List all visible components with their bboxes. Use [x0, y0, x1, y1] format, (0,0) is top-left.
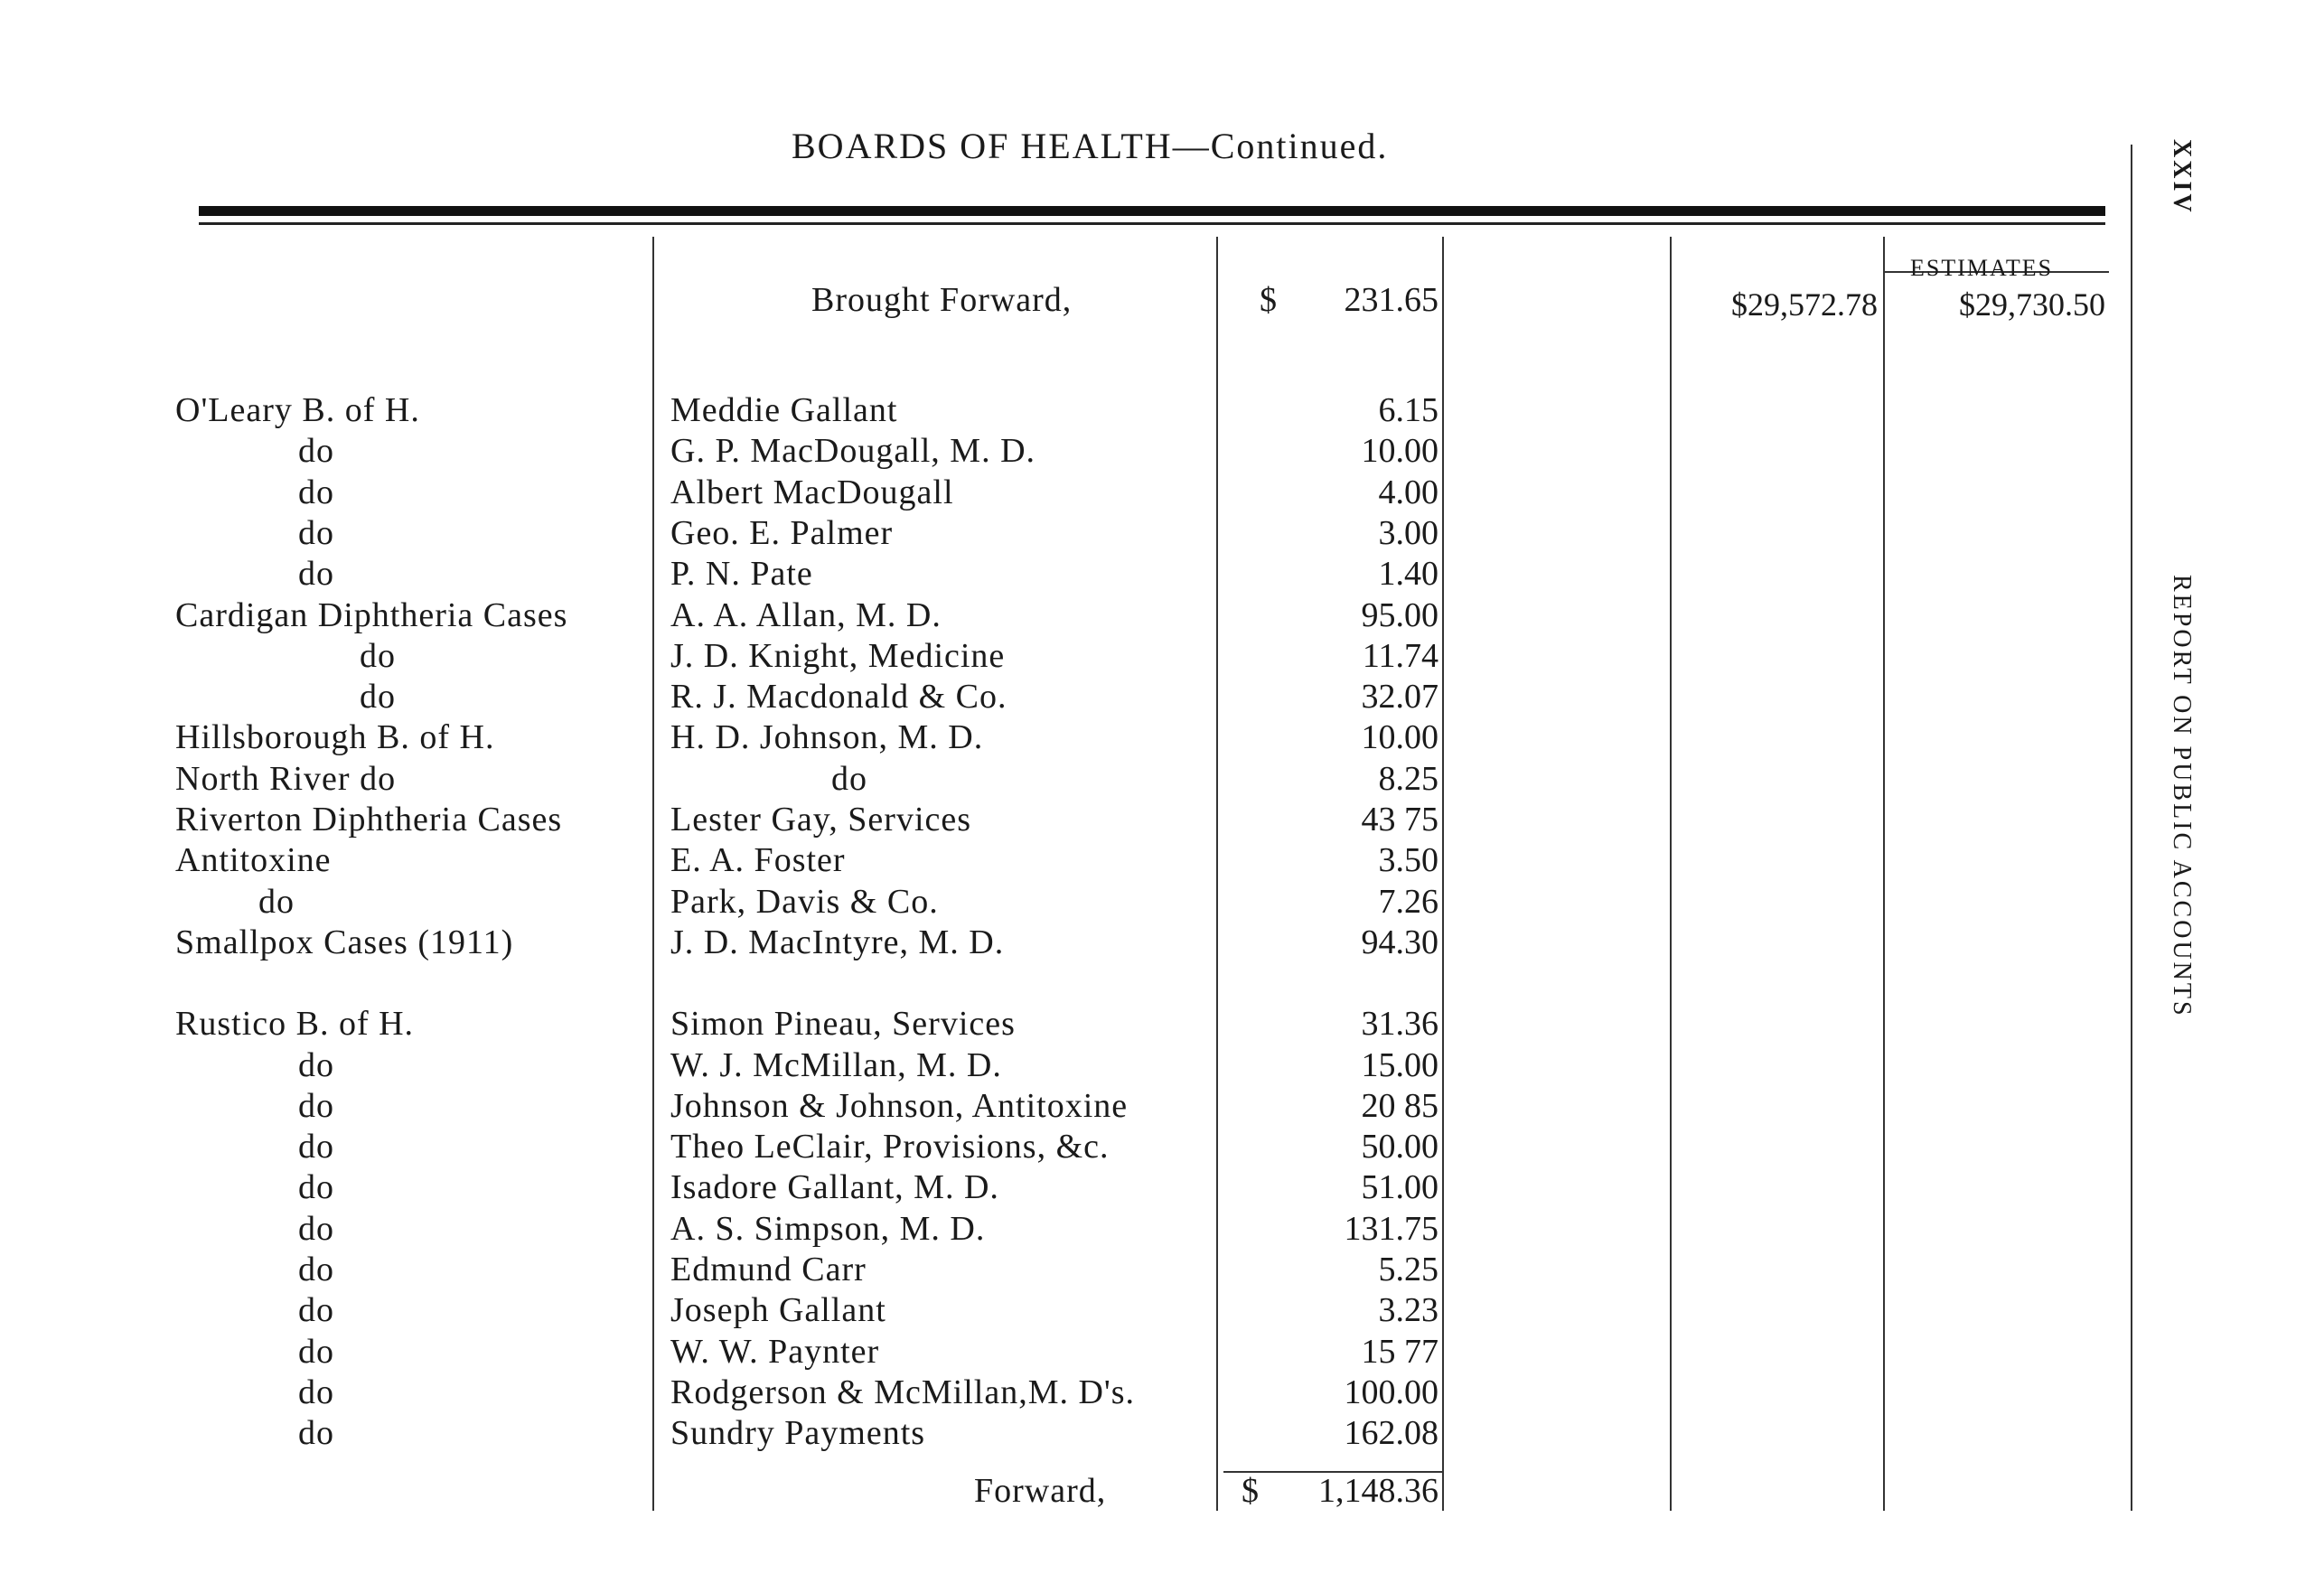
entry-amount: 3.50 [1378, 841, 1438, 880]
brought-forward-column-total: $29,572.78 [1731, 286, 1878, 323]
entry-board: North River do [175, 759, 397, 798]
entry-board: O'Leary B. of H. [175, 391, 420, 429]
entry-payee: R. J. Macdonald & Co. [670, 678, 1007, 717]
entry-board: do [298, 1045, 334, 1084]
entry-board: Antitoxine [175, 841, 332, 880]
entry-board: do [298, 1332, 334, 1371]
running-head: REPORT ON PUBLIC ACCOUNTS [2168, 575, 2196, 1018]
entry-board: do [298, 1251, 334, 1288]
entry-payee: W. W. Paynter [670, 1332, 880, 1371]
entry-amount: 94.30 [1361, 923, 1438, 961]
entry-board: do [298, 1209, 334, 1248]
entry-payee: Sundry Payments [670, 1414, 926, 1453]
entry-board: do [298, 513, 334, 552]
header-rule-thick [199, 206, 2105, 216]
entry-payee: J. D. MacIntyre, M. D. [670, 923, 1005, 961]
entry-amount: 5.25 [1378, 1251, 1438, 1288]
entry-payee: Johnson & Johnson, Antitoxine [670, 1086, 1129, 1125]
entry-payee: H. D. Johnson, M. D. [670, 718, 984, 757]
entry-amount: 6.15 [1378, 391, 1438, 429]
entry-payee: P. N. Pate [670, 555, 813, 594]
entry-amount: 20 85 [1361, 1086, 1438, 1125]
page-title: BOARDS OF HEALTH—Continued. [792, 126, 1389, 166]
column-divider-estimates [1883, 237, 1885, 1511]
entry-amount: 31.36 [1361, 1005, 1438, 1044]
entry-board: do [298, 1168, 334, 1207]
entry-payee: J. D. Knight, Medicine [670, 636, 1006, 675]
entry-board: Smallpox Cases (1911) [175, 923, 514, 961]
entry-board: Hillsborough B. of H. [175, 718, 495, 757]
column-divider-blank [1670, 237, 1672, 1511]
entry-amount: 15.00 [1361, 1045, 1438, 1084]
entry-amount: 51.00 [1361, 1168, 1438, 1207]
entry-board: do [298, 432, 334, 471]
entry-payee: Lester Gay, Services [670, 801, 972, 839]
entry-amount: 162.08 [1344, 1414, 1438, 1453]
brought-forward-dollar: $ [1260, 281, 1278, 319]
entry-amount: 1.40 [1378, 555, 1438, 594]
entry-payee: Geo. E. Palmer [670, 513, 894, 552]
entry-amount: 10.00 [1361, 718, 1438, 757]
entry-board: do [298, 473, 334, 511]
entry-board: do [360, 678, 396, 717]
entry-payee: A. S. Simpson, M. D. [670, 1209, 986, 1248]
column-divider-amount-left [1216, 237, 1218, 1511]
entry-amount: 7.26 [1378, 882, 1438, 921]
entry-payee: W. J. McMillan, M. D. [670, 1045, 1002, 1084]
estimates-amount: $29,730.50 [1959, 286, 2105, 323]
entry-payee: E. A. Foster [670, 841, 846, 880]
entry-amount: 8.25 [1378, 759, 1438, 798]
entry-payee: Rodgerson & McMillan,M. D's. [670, 1373, 1136, 1411]
entry-board: Rustico B. of H. [175, 1005, 415, 1044]
entry-board: do [298, 1086, 334, 1125]
entry-payee: Albert MacDougall [670, 473, 954, 511]
entry-board: do [360, 636, 396, 675]
entry-amount: 3.00 [1378, 513, 1438, 552]
entry-board: do [298, 1128, 334, 1166]
entry-payee: Edmund Carr [670, 1251, 867, 1288]
entry-board: do [298, 1414, 334, 1453]
entry-board: do [298, 1373, 334, 1411]
entry-payee: Isadore Gallant, M. D. [670, 1168, 999, 1207]
forward-label: Forward, [974, 1472, 1107, 1510]
header-rule-thin [199, 222, 2105, 225]
entry-payee: Park, Davis & Co. [670, 882, 939, 921]
forward-amount: 1,148.36 [1318, 1472, 1438, 1510]
column-divider-payee [652, 237, 654, 1511]
estimates-label: ESTIMATES [1910, 255, 2054, 281]
entry-payee: Meddie Gallant [670, 391, 898, 429]
entry-payee: G. P. MacDougall, M. D. [670, 432, 1036, 471]
entry-amount: 100.00 [1344, 1373, 1438, 1411]
entry-board: do [258, 882, 295, 921]
brought-forward-amount: 231.65 [1344, 281, 1438, 319]
entry-amount: 15 77 [1361, 1332, 1438, 1371]
forward-dollar: $ [1242, 1472, 1260, 1510]
entry-board: Cardigan Diphtheria Cases [175, 595, 568, 634]
entry-payee: Theo LeClair, Provisions, &c. [670, 1128, 1110, 1166]
entry-payee: do [831, 759, 867, 798]
entry-amount: 11.74 [1362, 636, 1438, 675]
column-divider-amount-right [1442, 237, 1444, 1511]
entry-payee: A. A. Allan, M. D. [670, 595, 942, 634]
page-edge-rule [2131, 145, 2132, 1511]
entry-board: do [298, 555, 334, 594]
entry-payee: Simon Pineau, Services [670, 1005, 1016, 1044]
brought-forward-label: Brought Forward, [811, 281, 1073, 319]
entry-amount: 4.00 [1378, 473, 1438, 511]
entry-amount: 3.23 [1378, 1291, 1438, 1330]
entry-board: do [298, 1291, 334, 1330]
entry-amount: 43 75 [1361, 801, 1438, 839]
page-number: XXIV [2168, 139, 2196, 215]
entry-board: Riverton Diphtheria Cases [175, 801, 563, 839]
entry-amount: 32.07 [1361, 678, 1438, 717]
entry-amount: 131.75 [1344, 1209, 1438, 1248]
entry-amount: 50.00 [1361, 1128, 1438, 1166]
entry-amount: 95.00 [1361, 595, 1438, 634]
entry-amount: 10.00 [1361, 432, 1438, 471]
entry-payee: Joseph Gallant [670, 1291, 886, 1330]
